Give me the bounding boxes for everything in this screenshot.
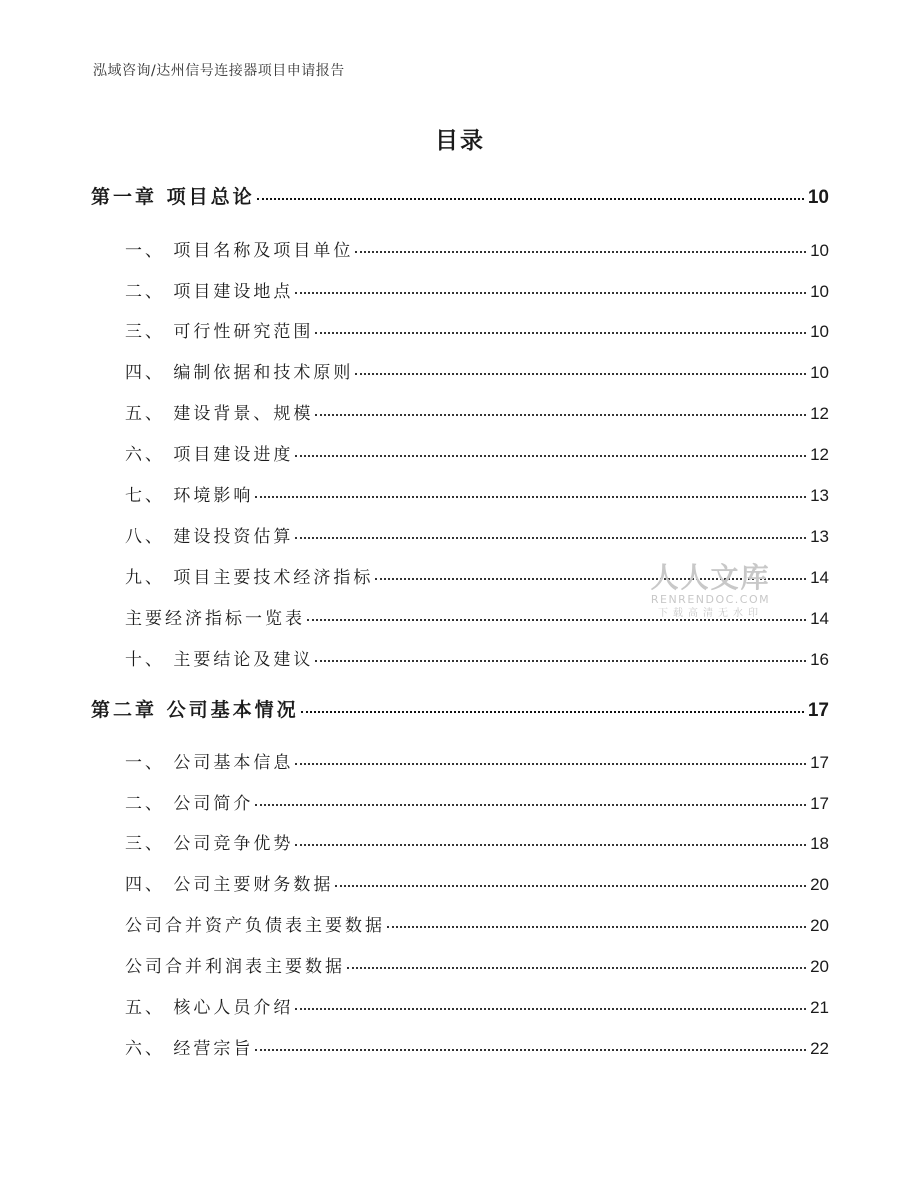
toc-label: 五、 核心人员介绍 bbox=[125, 998, 294, 1018]
toc-leader-dots bbox=[295, 763, 806, 765]
toc-label: 十、 主要结论及建议 bbox=[125, 650, 314, 670]
page-title: 目录 bbox=[435, 128, 485, 154]
toc-leader-dots bbox=[387, 926, 806, 928]
toc-leader-dots bbox=[295, 537, 806, 539]
toc-entry[interactable] bbox=[125, 829, 829, 854]
toc-entry[interactable] bbox=[125, 563, 829, 588]
toc-page-number: 17 bbox=[807, 700, 829, 721]
toc-page-number: 18 bbox=[810, 834, 829, 853]
toc-leader-dots bbox=[315, 660, 806, 662]
toc-leader-dots bbox=[295, 455, 806, 457]
toc-entry[interactable] bbox=[125, 748, 829, 773]
toc-entry-table[interactable] bbox=[125, 911, 829, 936]
toc-entry-table[interactable] bbox=[125, 604, 829, 629]
toc-entry[interactable] bbox=[125, 993, 829, 1018]
toc-label: 二、 公司简介 bbox=[125, 794, 254, 814]
toc-page-number: 21 bbox=[810, 998, 829, 1017]
toc-leader-dots bbox=[315, 414, 806, 416]
toc-leader-dots bbox=[295, 844, 806, 846]
toc-label: 三、 公司竞争优势 bbox=[125, 834, 294, 854]
toc-leader-dots bbox=[375, 578, 806, 580]
watermark-url: RENRENDOC.COM bbox=[650, 593, 771, 606]
toc-leader-dots bbox=[315, 332, 806, 334]
toc-label: 二、 项目建设地点 bbox=[125, 282, 294, 302]
toc-label: 公司合并资产负债表主要数据 bbox=[125, 916, 385, 936]
toc-leader-dots bbox=[255, 804, 806, 806]
toc-label: 五、 建设背景、规模 bbox=[125, 404, 314, 424]
toc-leader-dots bbox=[255, 1049, 806, 1051]
toc-leader-dots bbox=[301, 711, 804, 713]
toc-entry[interactable] bbox=[125, 277, 829, 302]
toc-label: 主要经济指标一览表 bbox=[125, 609, 305, 629]
toc-page-number: 12 bbox=[810, 445, 829, 464]
toc-page-number: 10 bbox=[810, 282, 829, 301]
toc-page-number: 14 bbox=[810, 609, 829, 628]
toc-entry[interactable] bbox=[125, 1034, 829, 1059]
toc-label: 九、 项目主要技术经济指标 bbox=[125, 568, 374, 588]
toc-page-number: 14 bbox=[810, 568, 829, 587]
toc-page-number: 13 bbox=[810, 527, 829, 546]
toc-entry[interactable] bbox=[125, 440, 829, 465]
toc-page-number: 22 bbox=[810, 1039, 829, 1058]
toc-entry[interactable] bbox=[125, 481, 829, 506]
toc-entry[interactable] bbox=[125, 645, 829, 670]
toc-page-number: 10 bbox=[810, 363, 829, 382]
running-header: 泓域咨询/达州信号连接器项目申请报告 bbox=[93, 63, 345, 79]
toc-entry[interactable] bbox=[125, 236, 829, 261]
toc-label: 公司合并利润表主要数据 bbox=[125, 957, 345, 977]
toc-leader-dots bbox=[347, 967, 806, 969]
toc-page-number: 20 bbox=[810, 916, 829, 935]
watermark-logo-text: 人人文库 bbox=[650, 561, 771, 594]
watermark-subtext: 下载高清无水印 bbox=[658, 608, 763, 619]
toc-leader-dots bbox=[295, 1008, 806, 1010]
toc-label: 三、 可行性研究范围 bbox=[125, 322, 314, 342]
toc-entry[interactable] bbox=[125, 870, 829, 895]
toc-leader-dots bbox=[307, 619, 806, 621]
toc-label: 六、 项目建设进度 bbox=[125, 445, 294, 465]
toc-label: 七、 环境影响 bbox=[125, 486, 254, 506]
toc-chapter-2[interactable] bbox=[91, 695, 829, 722]
toc-entry[interactable] bbox=[125, 789, 829, 814]
toc-page-number: 16 bbox=[810, 650, 829, 669]
toc-page-number: 13 bbox=[810, 486, 829, 505]
toc-entry-table[interactable] bbox=[125, 952, 829, 977]
toc-leader-dots bbox=[255, 496, 806, 498]
toc-leader-dots bbox=[295, 292, 806, 294]
toc-page-number: 10 bbox=[810, 322, 829, 341]
toc-page-number: 17 bbox=[810, 794, 829, 813]
toc-page-number: 20 bbox=[810, 875, 829, 894]
toc-page-number: 12 bbox=[810, 404, 829, 423]
toc-leader-dots bbox=[335, 885, 806, 887]
toc-label: 一、 公司基本信息 bbox=[125, 753, 294, 773]
toc-label: 四、 公司主要财务数据 bbox=[125, 875, 334, 895]
toc-label: 八、 建设投资估算 bbox=[125, 527, 294, 547]
toc-leader-dots bbox=[257, 198, 804, 200]
toc-entry[interactable] bbox=[125, 522, 829, 547]
toc-entry[interactable] bbox=[125, 358, 829, 383]
toc-chapter-1[interactable] bbox=[91, 182, 829, 209]
toc-page-number: 10 bbox=[810, 241, 829, 260]
toc-page-number: 10 bbox=[807, 187, 829, 208]
toc-label: 一、 项目名称及项目单位 bbox=[125, 241, 354, 261]
toc-label: 第一章 项目总论 bbox=[91, 186, 255, 208]
toc-entry[interactable] bbox=[125, 399, 829, 424]
toc-entry[interactable] bbox=[125, 317, 829, 342]
toc-label: 第二章 公司基本情况 bbox=[91, 699, 299, 721]
toc-leader-dots bbox=[355, 251, 806, 253]
toc-leader-dots bbox=[355, 373, 806, 375]
toc-page-number: 17 bbox=[810, 753, 829, 772]
toc-page-number: 20 bbox=[810, 957, 829, 976]
toc-label: 四、 编制依据和技术原则 bbox=[125, 363, 354, 383]
toc-label: 六、 经营宗旨 bbox=[125, 1039, 254, 1059]
